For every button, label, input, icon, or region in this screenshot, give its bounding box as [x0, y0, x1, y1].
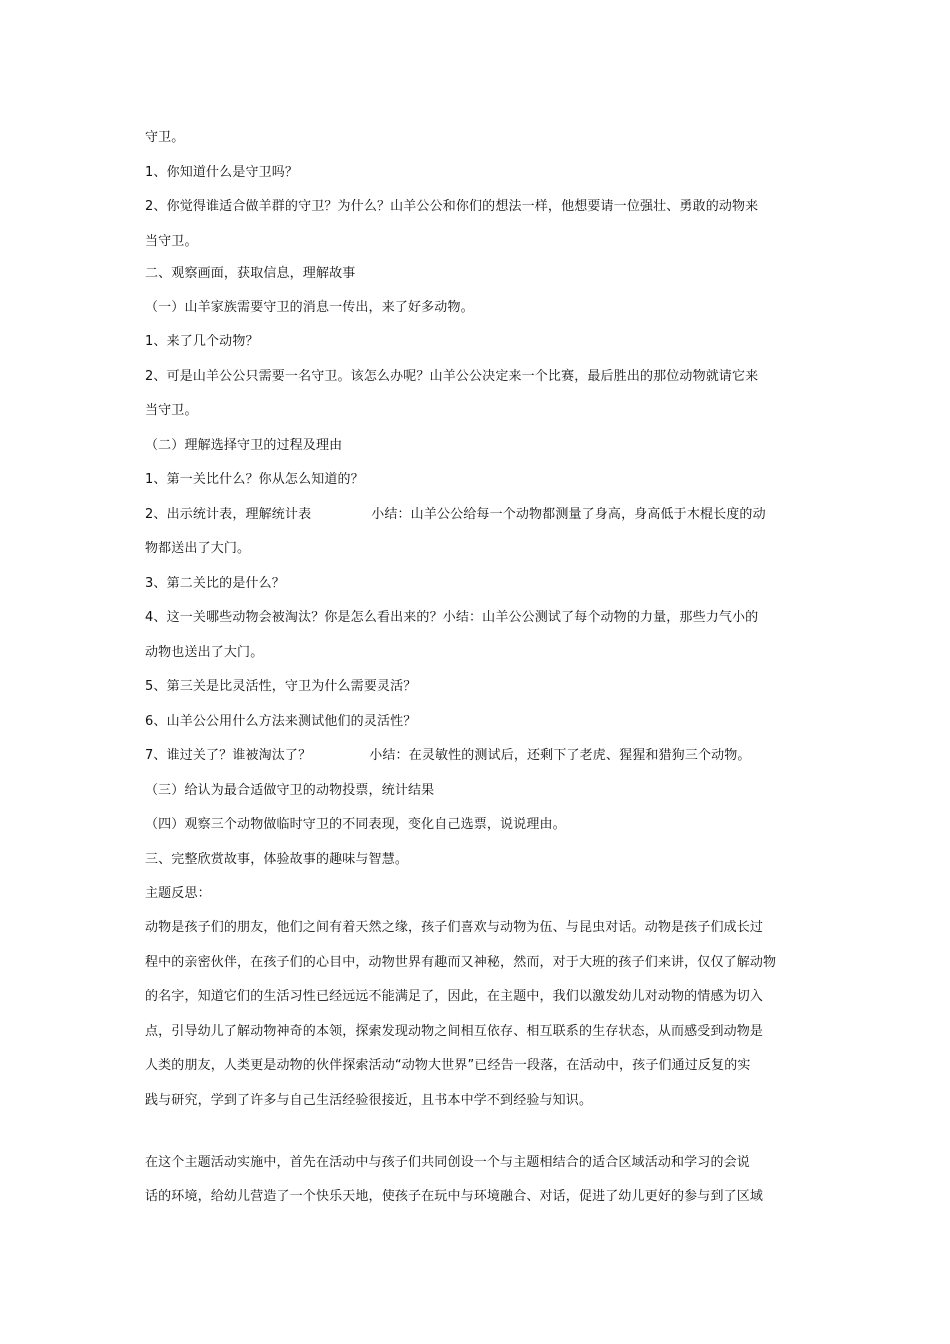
text-segment: 7、谁过关了？谁被淘汰了？ [145, 748, 312, 763]
reflection-heading: 主题反思： [145, 886, 211, 901]
text-line: 物都送出了大门。 [145, 541, 251, 556]
subsection-heading: （三）给认为最合适做守卫的动物投票，统计结果 [145, 783, 435, 798]
text-line: 2、你觉得谁适合做羊群的守卫？为什么？山羊公公和你们的想法一样，他想要请一位强壮、勇敢的动物来 [145, 199, 759, 214]
text-line: 6、山羊公公用什么方法来测试他们的灵活性？ [145, 714, 417, 729]
text-line: 2、可是山羊公公只需要一名守卫。该怎么办呢？山羊公公决定来一个比赛，最后胜出的那位动物就请它来 [145, 369, 759, 384]
paragraph-line: 践与研究，学到了许多与自己生活经验很接近，且书本中学不到经验与知识。 [145, 1093, 593, 1108]
text-line: 1、来了几个动物？ [145, 334, 259, 349]
paragraph-line: 程中的亲密伙伴，在孩子们的心目中，动物世界有趣而又神秘，然而，对于大班的孩子们来讲，仅仅了解动物 [145, 955, 777, 970]
text-line [145, 746, 810, 766]
text-line: 5、第三关是比灵活性，守卫为什么需要灵活？ [145, 679, 417, 694]
text-line: 4、这一关哪些动物会被淘汰？你是怎么看出来的？小结：山羊公公测试了每个动物的力量，那些力气小的 [145, 610, 759, 625]
text-line: 当守卫。 [145, 403, 198, 418]
section-heading: 二、观察画面，获取信息，理解故事 [145, 266, 356, 281]
paragraph-line: 点，引导幼儿了解动物神奇的本领，探索发现动物之间相互依存、相互联系的生存状态，从而感受到动物是 [145, 1024, 764, 1039]
summary-segment: 小结：山羊公公给每一个动物都测量了身高，身高低于木棍长度的动 [371, 507, 766, 522]
section-heading: 三、完整欣赏故事，体验故事的趣味与智慧。 [145, 852, 409, 867]
paragraph-line: 话的环境，给幼儿营造了一个快乐天地，使孩子在玩中与环境融合、对话，促进了幼儿更好的参与到了区域 [145, 1189, 764, 1204]
text-line: 动物也送出了大门。 [145, 645, 264, 660]
paragraph-line: 在这个主题活动实施中，首先在活动中与孩子们共同创设一个与主题相结合的适合区域活动和学习的会说 [145, 1155, 750, 1170]
paragraph-line: 动物是孩子们的朋友，他们之间有着天然之缘，孩子们喜欢与动物为伍、与昆虫对话。动物是孩子们成长过 [145, 920, 764, 935]
paragraph-line: 的名字，知道它们的生活习性已经远远不能满足了，因此，在主题中，我们以激发幼儿对动物的情感为切入 [145, 989, 764, 1004]
subsection-heading: （一）山羊家族需要守卫的消息一传出，来了好多动物。 [145, 300, 474, 315]
text-line [145, 505, 810, 525]
summary-segment: 小结：在灵敏性的测试后，还剩下了老虎、猩猩和猎狗三个动物。 [369, 748, 751, 763]
text-line: 当守卫。 [145, 234, 198, 249]
text-line: 守卫。 [145, 130, 185, 145]
text-segment: 2、出示统计表，理解统计表 [145, 507, 312, 522]
text-line: 1、你知道什么是守卫吗？ [145, 165, 299, 180]
subsection-heading: （四）观察三个动物做临时守卫的不同表现，变化自己选票，说说理由。 [145, 817, 566, 832]
subsection-heading: （二）理解选择守卫的过程及理由 [145, 438, 343, 453]
text-line: 3、第二关比的是什么？ [145, 576, 285, 591]
text-line: 1、第一关比什么？你从怎么知道的？ [145, 472, 364, 487]
paragraph-line: 人类的朋友，人类更是动物的伙伴探索活动“动物大世界”已经告一段落，在活动中，孩子们通过反复的实 [145, 1058, 751, 1073]
